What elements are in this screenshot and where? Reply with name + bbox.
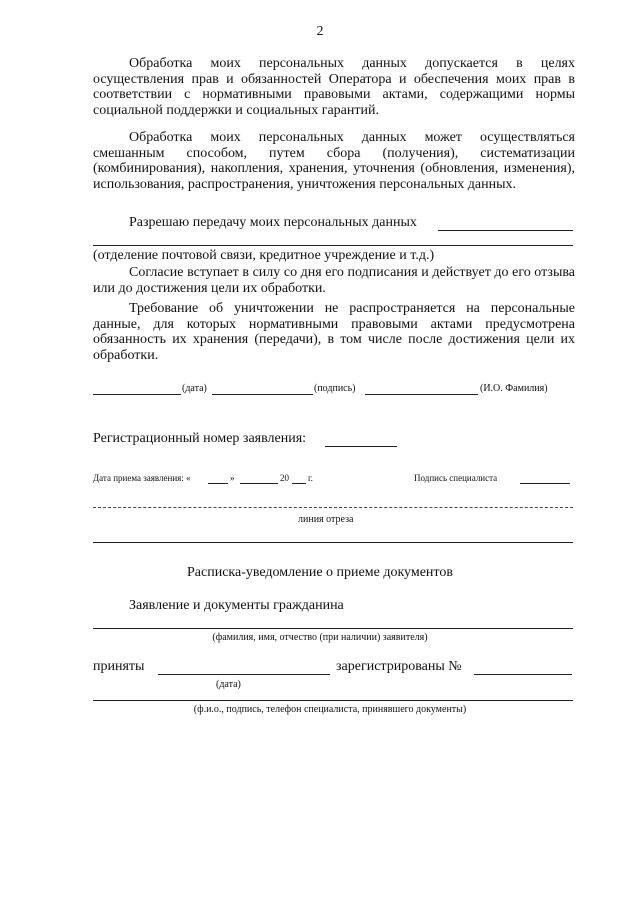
year-suffix: г. [308,473,313,483]
applicant-fio-caption: (фамилия, имя, отчество (при наличии) заявителя) [212,632,428,643]
page-number: 2 [316,24,324,39]
name-caption: (И.О. Фамилия) [480,383,548,394]
paragraph-methods: Обработка моих персональных данных может осуществляться смешанным способом, путем сбора (получения), систематизации (комбинирования), накопления, хранения, уточнения (обновления, изменения), использования, распространения, уничтожения персональных данных. [93,130,575,192]
applicant-fio-field[interactable] [93,628,573,629]
registered-number-field[interactable] [474,674,572,675]
accepted-date-field[interactable] [158,674,330,675]
specialist-signature-field[interactable] [520,483,570,484]
cut-solid-line [93,542,573,543]
paragraph-validity: Согласие вступает в силу со дня его подписания и действует до его отзыва или до достижения цели их обработки. [93,265,575,296]
date-blank[interactable] [93,394,181,395]
date-month-field[interactable] [240,483,278,484]
specialist-signature-label: Подпись специалиста [414,473,498,483]
name-blank[interactable] [365,394,478,395]
transfer-blank-1[interactable] [438,230,573,231]
transfer-note: (отделение почтовой связи, кредитное учреждение и т.д.) [93,248,435,263]
accepted-label: приняты [93,659,145,674]
year-prefix: 20 [280,473,289,483]
paragraph-purpose: Обработка моих персональных данных допускается в целях осуществления прав и обязанностей Оператора и обеспечения моих прав в соответствии с нормативными правовыми актами, содержащими нормы социальной поддержки и социальных гарантий. [93,56,575,118]
receipt-intro: Заявление и документы гражданина [129,598,344,613]
registered-label: зарегистрированы № [336,659,462,674]
transfer-blank-2[interactable] [93,245,573,246]
cut-line-label: линия отреза [298,514,354,525]
specialist-info-caption: (ф.и.о., подпись, телефон специалиста, принявшего документы) [193,704,467,715]
signature-caption: (подпись) [314,383,356,394]
cut-dashed-line [93,507,573,508]
specialist-info-field[interactable] [93,700,573,701]
date-day-field[interactable] [208,483,228,484]
registration-number-field[interactable] [325,446,397,447]
date-caption: (дата) [182,383,207,394]
date-quote-close: » [230,473,235,483]
accepted-date-caption: (дата) [216,679,241,690]
signature-blank[interactable] [212,394,313,395]
date-year-field[interactable] [292,483,306,484]
paragraph-transfer: Разрешаю передачу моих персональных данных [129,215,417,230]
paragraph-destruction: Требование об уничтожении не распространяется на персональные данные, для которых нормативными правовыми актами предусмотрена обязанность их хранения (передачи), в том числе после достижения цели их обработки. [93,301,575,363]
receipt-title: Расписка-уведомление о приеме документов [187,565,453,580]
date-received-label: Дата приема заявления: « [93,473,191,483]
registration-number-label: Регистрационный номер заявления: [93,431,307,446]
